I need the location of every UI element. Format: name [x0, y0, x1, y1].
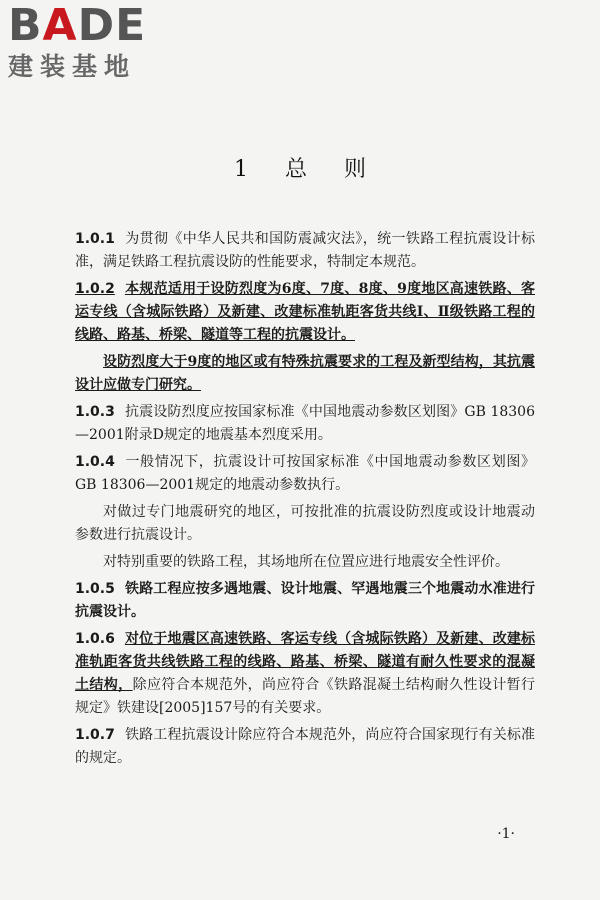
clause-number: 1.0.1	[75, 231, 115, 247]
clause-number: 1.0.7	[75, 727, 115, 743]
chapter-title: 1 总 则	[234, 157, 366, 182]
page-number: ·1·	[497, 826, 515, 842]
clause-number: 1.0.5	[75, 581, 115, 597]
clause-1-0-5	[75, 578, 535, 624]
clause-1-0-4	[75, 451, 535, 497]
clause-number: 1.0.4	[75, 454, 115, 470]
logo-letters-de: DE	[77, 0, 147, 51]
clause-text: 本规范适用于设防烈度为6度、7度、8度、9度地区高速铁路、客运专线（含城际铁路）及新建、改建标准轨距客货共线Ⅰ、Ⅱ级铁路工程的线路、路基、桥梁、隧道等工程的抗震设计。	[75, 281, 535, 343]
clause-1-0-3	[75, 401, 535, 447]
clause-1-0-7	[75, 724, 535, 770]
clause-1-0-1	[75, 228, 535, 274]
clause-1-0-2-paragraph: 设防烈度大于9度的地区或有特殊抗震要求的工程及新型结构，其抗震设计应做专门研究。	[75, 354, 535, 393]
clause-number: 1.0.3	[75, 404, 115, 420]
clause-text: 为贯彻《中华人民共和国防震减灾法》，统一铁路工程抗震设计标准，满足铁路工程抗震设防的性能要求，特制定本规范。	[75, 231, 535, 270]
logo-letter-a: A	[42, 0, 78, 51]
clause-text: 抗震设防烈度应按国家标准《中国地震动参数区划图》GB 18306—2001附录D规定的地震基本烈度采用。	[75, 404, 535, 443]
clause-text: 铁路工程应按多遇地震、设计地震、罕遇地震三个地震动水准进行抗震设计。	[75, 581, 535, 620]
logo-wordmark	[8, 0, 147, 51]
clause-1-0-6	[75, 628, 535, 720]
clause-1-0-4-paragraph-2: 对特别重要的铁路工程，其场地所在位置应进行地震安全性评价。	[103, 554, 509, 570]
logo-letter-b: B	[8, 0, 43, 51]
clause-text: 铁路工程抗震设计除应符合本规范外，尚应符合国家现行有关标准的规定。	[75, 727, 535, 766]
logo	[8, 0, 147, 82]
clause-1-0-2	[75, 278, 535, 347]
clause-number: 1.0.6	[75, 631, 115, 647]
clause-text: 一般情况下，抗震设计可按国家标准《中国地震动参数区划图》GB 18306—2001规定的地震动参数执行。	[75, 454, 535, 493]
clause-text-underlined: 对位于地震区高速铁路、客运专线（含城际铁路）及新建、改建标准轨距客货共线铁路工程的线路、路基、桥梁、隧道有耐久性要求的混凝土结构，	[75, 631, 535, 693]
clause-text: 除应符合本规范外，尚应符合《铁路混凝土结构耐久性设计暂行规定》铁建设[2005]157号的有关要求。	[75, 677, 536, 716]
clause-1-0-4-paragraph-1: 对做过专门地震研究的地区，可按批准的抗震设防烈度或设计地震动参数进行抗震设计。	[75, 504, 535, 543]
clause-number: 1.0.2	[75, 281, 115, 297]
clauses-body	[75, 228, 535, 774]
logo-subtitle: 建装基地	[8, 52, 137, 81]
